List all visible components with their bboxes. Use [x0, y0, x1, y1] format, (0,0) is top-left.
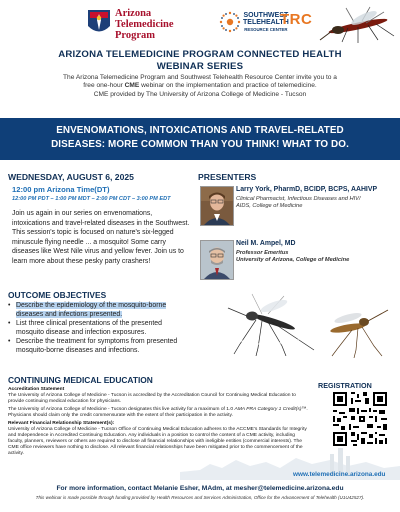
- arizona-telemedicine-logo-icon: [86, 8, 112, 38]
- mosquito-illustration-icon: [222, 292, 316, 356]
- presenter-description: Clinical Pharmacist, Infectious Diseases and HIV/ AIDS, College of Medicine: [236, 196, 361, 210]
- presenter-description: Professor Emeritus University of Arizona, College of Medicine: [236, 250, 350, 264]
- registration-link[interactable]: www.telemedicine.arizona.edu: [293, 471, 386, 478]
- registration-heading: REGISTRATION: [318, 381, 372, 390]
- page-subtitle: WEBINAR SERIES: [156, 61, 244, 72]
- mosquito-header-icon: [318, 6, 400, 44]
- title-block: [0, 49, 400, 99]
- session-title-banner: ENVENOMATIONS, INTOXICATIONS AND TRAVEL-RELATED DISEASES: MORE COMMON THAN YOU THINK! WHAT TO DO.: [0, 118, 400, 160]
- contact-info: For more information, contact Melanie Esher, MAdm, at mesher@telemedicine.arizona.edu: [56, 485, 344, 492]
- presenter-name: Larry York, PharmD, BCIDP, BCPS, AAHIVP: [236, 186, 378, 193]
- event-description: Join us again in our series on envenomations, intoxications and travel-related diseases in the Southwest. This session's topic is focused on nature's six-legged minuscule flying needle ... a mosquito! Some carry diseases like West Nile virus and yellow fever. Join us to learn more about these pesky party crashers!: [12, 210, 190, 265]
- objectives-heading: OUTCOME OBJECTIVES: [8, 290, 107, 300]
- event-time: 12:00 pm Arizona Time(DT): [12, 185, 110, 194]
- header: [0, 0, 400, 48]
- list-item: • List three clinical presentations of the presented mosquito disease and infection exposures.: [8, 320, 178, 338]
- list-item: • Describe the treatment for symptoms from presented mosquito-borne diseases and infections.: [8, 338, 178, 356]
- footer: [0, 484, 400, 501]
- intro-text: The Arizona Telemedicine Program and Southwest Telehealth Resource Center invite you to a free one-hour CME webinar on the implementation and practice of telemedicine. CME provided by The University of Arizona College of Medicine - Tucson: [63, 74, 337, 98]
- list-item: • Describe the epidemiology of the mosquito-borne diseases and infections presented.: [8, 302, 178, 320]
- trc-wordmark: TRC: [280, 11, 313, 28]
- registration-qr-code[interactable]: [331, 390, 389, 448]
- event-date: WEDNESDAY, AUGUST 6, 2025: [8, 172, 134, 182]
- cme-heading: CONTINUING MEDICAL EDUCATION: [8, 375, 153, 385]
- arizona-telemedicine-wordmark: Arizona Telemedicine Program: [115, 8, 174, 41]
- southwest-telehealth-wordmark: SOUTHWEST TELEHEALTH RESOURCE CENTER: [243, 12, 289, 32]
- page-title: ARIZONA TELEMEDICINE PROGRAM CONNECTED HEALTH: [58, 49, 342, 60]
- event-time-zones: 12:00 PM PDT – 1:00 PM MDT – 2:00 PM CDT – 3:00 PM EDT: [12, 196, 171, 202]
- presenter-photo-ampel: [200, 240, 234, 280]
- presenter-name: Neil M. Ampel, MD: [236, 240, 296, 247]
- southwest-telehealth-sun-icon: [218, 10, 242, 34]
- presenters-heading: PRESENTERS: [198, 172, 257, 182]
- mosquito-illustration-icon: [312, 300, 394, 358]
- presenter-photo-york: [200, 186, 234, 226]
- funding-statement: This webinar is made possible through funding provided by Health Resources and Services Administration, Office for the Advancement of Telehealth (U1U42527).: [35, 495, 365, 500]
- objectives-list: [8, 302, 178, 355]
- cme-text: Accreditation Statement The University of Arizona College of Medicine - Tucson is accredited by the Accreditation Council for Continuing Medical Education to provide continuing medical education for physicians. The University of Arizona College of Medicine - Tucson designates this live activity for a maximum of 1.0 AMA PRA Category 1 Credit(s)™. Physicians should claim only the credit commensurate with the extent of their participation in the activity. Relevant Financial Relationship Statement(s): University of Arizona College of Medicine - Tucson Office of Continuing Medical Education adheres to the ACCME's Standards for Integrity and Independence in Accredited Continuing Education. Any individuals in a position to control the content of a CME activity, including faculty, planners, reviewers or others are required to disclose all financial relationships with ineligible entities (commercial interests). The CME office reviewers have nothing to disclose. All relevant financial relationships have been mitigated prior to the commencement of the activity.: [8, 387, 308, 456]
